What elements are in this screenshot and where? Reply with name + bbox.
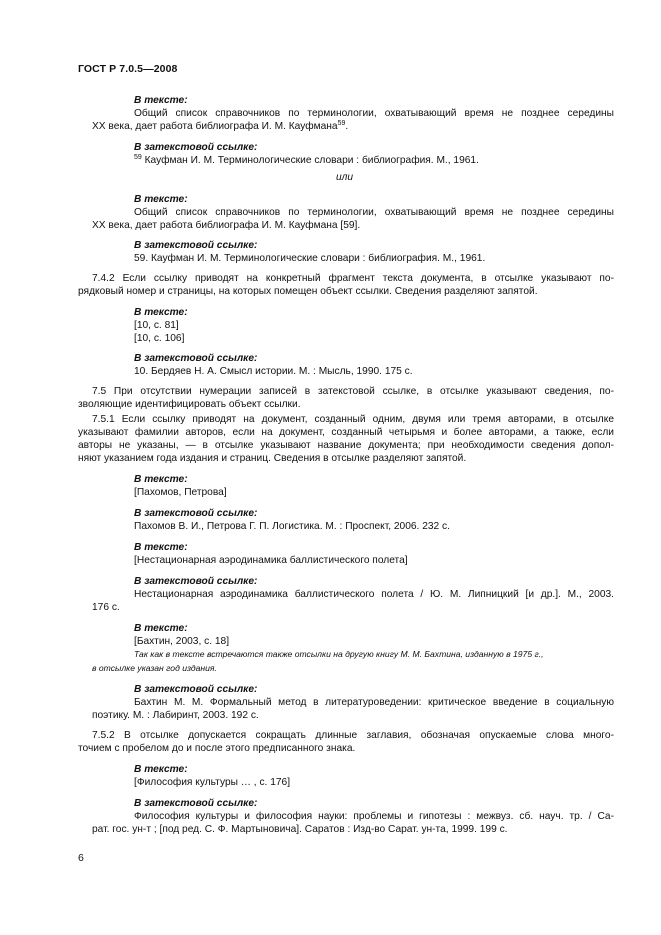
example-note: в отсылке указан год издания. bbox=[92, 663, 217, 673]
reference-entry: Нестационарная аэродинамика баллистического полета / Ю. М. Липницкий [и др.]. М., 2003. bbox=[134, 589, 614, 600]
example-note: Так как в тексте встречаются также отсылки на другую книгу М. М. Бахтина, изданную в 1975 г., bbox=[134, 649, 544, 659]
ref-label: В затекстовой ссылке: bbox=[134, 798, 258, 809]
in-text-label: В тексте: bbox=[134, 307, 188, 318]
example-text-line: Общий список справочников по терминологии, охватывающий время не позднее середины bbox=[134, 207, 614, 218]
paragraph-line: няют указанием года издания и страниц. Сведения в отсылке разделяют запятой. bbox=[78, 453, 467, 464]
in-text-label: В тексте: bbox=[134, 95, 188, 106]
example-text-line: XX века, дает работа библиографа И. М. Кауфмана [59]. bbox=[92, 220, 361, 231]
paragraph-line: 7.4.2 Если ссылку приводят на конкретный фрагмент текста документа, в отсылке указывают по- bbox=[92, 273, 614, 284]
paragraph-line: рядковый номер и страницы, на которых помещен объект ссылки. Сведения разделяют запятой. bbox=[78, 286, 538, 297]
ref-label: В затекстовой ссылке: bbox=[134, 142, 258, 153]
page-header: ГОСТ Р 7.0.5—2008 bbox=[78, 63, 178, 75]
ref-label: В затекстовой ссылке: bbox=[134, 684, 258, 695]
reference-entry: Пахомов В. И., Петрова Г. П. Логистика. М. : Проспект, 2006. 232 с. bbox=[134, 521, 450, 532]
paragraph-line: авторы не указаны, — в отсылке указывают название документа; при необходимости сведения допол- bbox=[78, 440, 614, 451]
footnote-marker: 59 bbox=[134, 154, 142, 161]
paragraph-line: указывают фамилии авторов, если на документ, созданный четырьмя и более авторами, а также, если bbox=[78, 427, 614, 438]
reference-entry: 176 с. bbox=[92, 602, 120, 613]
reference-entry: Бахтин М. М. Формальный метод в литературоведении: критическое введение в социальную bbox=[134, 697, 614, 708]
example-text-line: [Бахтин, 2003, с. 18] bbox=[134, 636, 230, 647]
example-text-line: [10, с. 106] bbox=[134, 333, 185, 344]
paragraph-line: 7.5 При отсутствии нумерации записей в затекстовой ссылке, в отсылке указывают сведения, по- bbox=[92, 386, 614, 397]
reference-entry: поэтику. М. : Лабиринт, 2003. 192 с. bbox=[92, 710, 259, 721]
in-text-label: В тексте: bbox=[134, 542, 188, 553]
ref-label: В затекстовой ссылке: bbox=[134, 576, 258, 587]
in-text-label: В тексте: bbox=[134, 764, 188, 775]
paragraph-line: 7.5.1 Если ссылку приводят на документ, созданный одним, двумя или тремя авторами, в отсылке bbox=[92, 414, 614, 425]
example-text-line: Общий список справочников по терминологии, охватывающий время не позднее середины bbox=[134, 108, 614, 119]
reference-entry: рат. гос. ун-т ; [под ред. С. Ф. Мартыновича]. Саратов : Изд-во Сарат. ун-та, 1999. 199 с. bbox=[92, 824, 508, 835]
example-text-line: [10, с. 81] bbox=[134, 320, 179, 331]
ref-label: В затекстовой ссылке: bbox=[134, 508, 258, 519]
example-text-line: [Философия культуры … , с. 176] bbox=[134, 777, 291, 788]
in-text-label: В тексте: bbox=[134, 194, 188, 205]
reference-entry: Философия культуры и философия науки: проблемы и гипотезы : межвуз. сб. науч. тр. / Са- bbox=[134, 811, 614, 822]
footnote-marker: 59 bbox=[337, 120, 346, 127]
example-text-line: [Пахомов, Петрова] bbox=[134, 487, 227, 498]
example-text-line: XX века, дает работа библиографа И. М. Кауфмана$^{59}$. bbox=[92, 120, 349, 132]
paragraph-line: точием с пробелом до и после этого предписанного знака. bbox=[78, 743, 356, 754]
ref-label: В затекстовой ссылке: bbox=[134, 353, 258, 364]
reference-entry: 10. Бердяев Н. А. Смысл истории. М. : Мысль, 1990. 175 с. bbox=[134, 366, 413, 377]
or-separator: или bbox=[336, 172, 354, 183]
ref-label: В затекстовой ссылке: bbox=[134, 240, 258, 251]
in-text-label: В тексте: bbox=[134, 474, 188, 485]
reference-entry: $^{59}$ Кауфман И. М. Терминологические словари : библиография. М., 1961. bbox=[134, 154, 479, 166]
reference-entry: 59. Кауфман И. М. Терминологические словари : библиография. М., 1961. bbox=[134, 253, 486, 264]
page-number: 6 bbox=[78, 852, 84, 864]
in-text-label: В тексте: bbox=[134, 623, 188, 634]
paragraph-line: 7.5.2 В отсылке допускается сокращать длинные заглавия, обозначая опускаемые слова много- bbox=[92, 730, 614, 741]
paragraph-line: зволяющие идентифицировать объект ссылки. bbox=[78, 399, 301, 410]
example-text-line: [Нестационарная аэродинамика баллистического полета] bbox=[134, 555, 408, 566]
